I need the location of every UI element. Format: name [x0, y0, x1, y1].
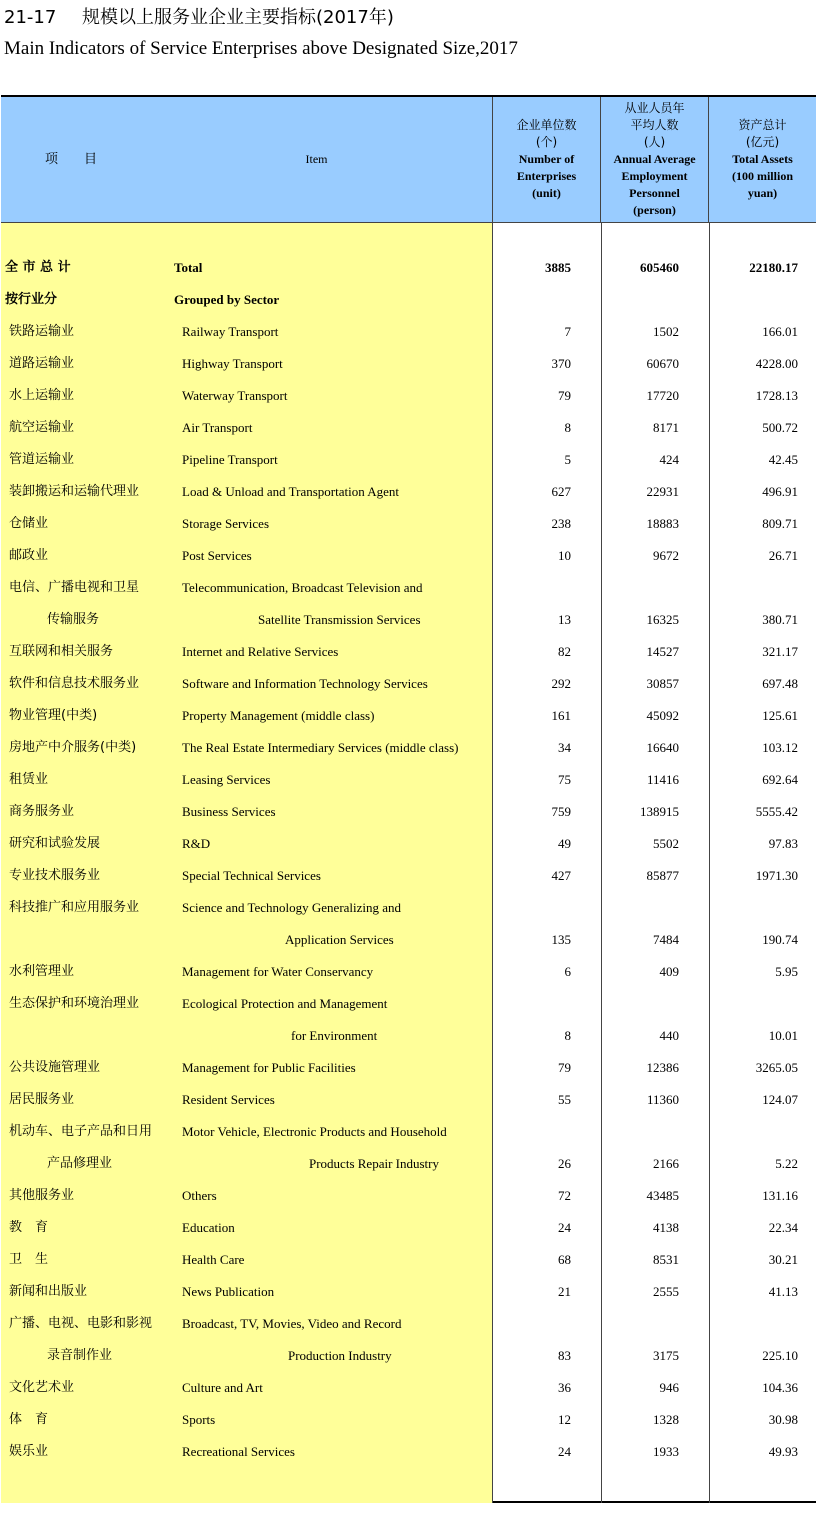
- row-enterprises: 79: [558, 388, 571, 403]
- row-assets: [709, 291, 798, 309]
- row-item-en: Health Care: [182, 1252, 245, 1267]
- row-item-cn: 体 育: [9, 1412, 49, 1427]
- row-enterprises: 24: [558, 1220, 571, 1235]
- row-enterprises: 3885: [545, 260, 571, 275]
- row-assets: 97.83: [768, 836, 798, 851]
- table-row: [1, 380, 816, 412]
- row-item-en: The Real Estate Intermediary Services (middle class): [182, 740, 459, 755]
- row-item-cn: 水上运输业: [9, 388, 75, 403]
- row-item-en: Internet and Relative Services: [182, 644, 339, 659]
- table-title-chinese: [4, 5, 394, 31]
- row-item-cn: 专业技术服务业: [9, 868, 101, 883]
- row-assets: 10.01: [768, 1028, 798, 1043]
- row-item-en: Leasing Services: [182, 772, 271, 787]
- row-assets: 103.12: [762, 740, 798, 755]
- row-enterprises: 68: [558, 1252, 571, 1267]
- table-row: [1, 252, 816, 284]
- header-employment: 从业人员年 平均人数 (人) Annual Average Employment Personnel (person): [601, 97, 709, 222]
- row-enterprises: 13: [558, 612, 571, 627]
- row-assets: 500.72: [762, 420, 798, 435]
- row-employment: [601, 995, 679, 1013]
- row-employment: 1933: [653, 1444, 679, 1459]
- row-employment: 2555: [653, 1284, 679, 1299]
- table-row: [1, 732, 816, 764]
- row-item-en: Special Technical Services: [182, 868, 321, 883]
- table-row: [1, 412, 816, 444]
- row-item-en: Broadcast, TV, Movies, Video and Record: [182, 1316, 402, 1331]
- table-row: [1, 700, 816, 732]
- row-assets: 49.93: [768, 1444, 798, 1459]
- row-item-en: Waterway Transport: [182, 388, 288, 403]
- row-employment: 1328: [653, 1412, 679, 1427]
- row-assets: 30.98: [768, 1412, 798, 1427]
- row-assets: [709, 1123, 798, 1141]
- table-row: [1, 1308, 816, 1340]
- table-row: [1, 988, 816, 1020]
- row-item-cn: 水利管理业: [9, 964, 75, 979]
- row-item-en: Business Services: [182, 804, 276, 819]
- row-enterprises: 10: [558, 548, 571, 563]
- table-row: [1, 668, 816, 700]
- row-item-en: Pipeline Transport: [182, 452, 278, 467]
- row-assets: 225.10: [762, 1348, 798, 1363]
- row-assets: [709, 579, 798, 597]
- table-row: [1, 540, 816, 572]
- row-employment: 16325: [646, 612, 679, 627]
- table-row: [1, 476, 816, 508]
- row-assets: 1728.13: [755, 388, 798, 403]
- table-row: [1, 764, 816, 796]
- row-item-cn: 电信、广播电视和卫星: [9, 580, 140, 595]
- row-assets: 26.71: [768, 548, 798, 563]
- row-item-en: Sports: [182, 1412, 216, 1427]
- row-item-en: Resident Services: [182, 1092, 275, 1107]
- row-employment: 16640: [646, 740, 679, 755]
- row-assets: 41.13: [768, 1284, 798, 1299]
- table-row: [1, 1244, 816, 1276]
- row-item-cn: 全 市 总 计: [5, 260, 71, 275]
- row-assets: 30.21: [768, 1252, 798, 1267]
- row-enterprises: 8: [564, 420, 571, 435]
- row-enterprises: 292: [551, 676, 571, 691]
- table-row: [1, 348, 816, 380]
- table-row: [1, 636, 816, 668]
- row-employment: 45092: [646, 708, 679, 723]
- row-employment: 60670: [646, 356, 679, 371]
- table-row: [1, 828, 816, 860]
- table-row: [1, 1180, 816, 1212]
- row-enterprises: 6: [564, 964, 571, 979]
- row-employment: 409: [659, 964, 679, 979]
- row-enterprises: 34: [558, 740, 571, 755]
- row-item-cn: 房地产中介服务(中类): [9, 740, 137, 755]
- row-assets: 190.74: [762, 932, 798, 947]
- table-row: [1, 316, 816, 348]
- row-item-cn: 航空运输业: [9, 420, 75, 435]
- row-assets: [709, 899, 798, 917]
- row-enterprises: 75: [558, 772, 571, 787]
- row-assets: 809.71: [762, 516, 798, 531]
- row-enterprises: 72: [558, 1188, 571, 1203]
- row-item-cn: 商务服务业: [9, 804, 75, 819]
- row-item-en: Air Transport: [182, 420, 253, 435]
- row-enterprises: 8: [564, 1028, 571, 1043]
- table-row: [1, 284, 816, 316]
- row-item-en: Application Services: [285, 932, 394, 947]
- row-employment: 138915: [640, 804, 679, 819]
- table-row: [1, 1212, 816, 1244]
- row-employment: [601, 1123, 679, 1141]
- header-item-cn: 项 目: [44, 152, 97, 167]
- row-employment: 440: [659, 1028, 679, 1043]
- row-item-cn: 互联网和相关服务: [9, 644, 114, 659]
- row-enterprises: 36: [558, 1380, 571, 1395]
- row-employment: 43485: [646, 1188, 679, 1203]
- row-assets: 697.48: [762, 676, 798, 691]
- row-item-cn: 卫 生: [9, 1252, 49, 1267]
- table-body: [1, 223, 816, 1503]
- row-item-cn: 教 育: [9, 1220, 49, 1235]
- row-assets: 3265.05: [755, 1060, 798, 1075]
- row-item-cn: 机动车、电子产品和日用: [9, 1124, 153, 1139]
- row-item-en: Culture and Art: [182, 1380, 263, 1395]
- row-employment: 12386: [646, 1060, 679, 1075]
- row-item-cn: 公共设施管理业: [9, 1060, 101, 1075]
- row-assets: 125.61: [762, 708, 798, 723]
- table-header: [1, 97, 816, 223]
- row-employment: [601, 291, 679, 309]
- row-enterprises: 12: [558, 1412, 571, 1427]
- row-item-en: Railway Transport: [182, 324, 279, 339]
- table-row: [1, 604, 816, 636]
- row-assets: 4228.00: [755, 356, 798, 371]
- table-row: [1, 1052, 816, 1084]
- row-enterprises: 427: [551, 868, 571, 883]
- row-item-cn: 研究和试验发展: [9, 836, 101, 851]
- row-employment: 14527: [646, 644, 679, 659]
- row-item-cn: 文化艺术业: [9, 1380, 75, 1395]
- row-item-cn: 娱乐业: [9, 1444, 49, 1459]
- row-employment: 30857: [646, 676, 679, 691]
- row-item-cn: 物业管理(中类): [9, 708, 98, 723]
- table-row: [1, 1340, 816, 1372]
- row-employment: 8171: [653, 420, 679, 435]
- row-enterprises: 49: [558, 836, 571, 851]
- row-enterprises: 7: [564, 324, 571, 339]
- row-employment: 22931: [646, 484, 679, 499]
- row-enterprises: 135: [551, 932, 571, 947]
- row-item-en: Grouped by Sector: [174, 292, 280, 307]
- table-number: 21-17: [4, 7, 57, 28]
- row-item-en: Others: [182, 1188, 217, 1203]
- row-assets: 166.01: [762, 324, 798, 339]
- row-employment: [601, 899, 679, 917]
- row-employment: 2166: [653, 1156, 679, 1171]
- row-item-en: News Publication: [182, 1284, 275, 1299]
- row-item-cn: 居民服务业: [9, 1092, 75, 1107]
- row-item-cn: 管道运输业: [9, 452, 75, 467]
- row-enterprises: [493, 1123, 571, 1141]
- row-item-cn: 科技推广和应用服务业: [9, 900, 140, 915]
- row-assets: 42.45: [768, 452, 798, 467]
- table-row: [1, 956, 816, 988]
- row-enterprises: 79: [558, 1060, 571, 1075]
- row-assets: [709, 1315, 798, 1333]
- table-title-english: Main Indicators of Service Enterprises above Designated Size,2017: [4, 38, 518, 59]
- table-row: [1, 572, 816, 604]
- row-item-cn: 其他服务业: [9, 1188, 75, 1203]
- table-row: [1, 444, 816, 476]
- row-item-en: Software and Information Technology Services: [182, 676, 428, 691]
- header-enterprises: 企业单位数 (个) Number of Enterprises (unit): [493, 97, 601, 222]
- row-assets: 5.22: [775, 1156, 798, 1171]
- row-item-en: Total: [174, 260, 203, 275]
- header-item-en: Item: [141, 97, 493, 222]
- row-item-en: Property Management (middle class): [182, 708, 375, 723]
- row-item-cn: 道路运输业: [9, 356, 75, 371]
- row-item-en: Production Industry: [288, 1348, 392, 1363]
- row-item-cn: 邮政业: [9, 548, 49, 563]
- table-row: [1, 508, 816, 540]
- row-assets: 5.95: [775, 964, 798, 979]
- row-item-cn: 生态保护和环境治理业: [9, 996, 140, 1011]
- row-enterprises: [493, 291, 571, 309]
- row-employment: 1502: [653, 324, 679, 339]
- row-item-en: Telecommunication, Broadcast Television and: [182, 580, 423, 595]
- row-item-en: R&D: [182, 836, 211, 851]
- row-item-cn: 传输服务: [47, 612, 100, 627]
- row-item-cn: 产品修理业: [47, 1156, 113, 1171]
- table-row: [1, 1404, 816, 1436]
- row-item-cn: 铁路运输业: [9, 324, 75, 339]
- row-item-en: Motor Vehicle, Electronic Products and Household: [182, 1124, 447, 1139]
- row-enterprises: [493, 899, 571, 917]
- table-row: [1, 1148, 816, 1180]
- row-item-en: Post Services: [182, 548, 252, 563]
- row-employment: 946: [659, 1380, 679, 1395]
- table-row: [1, 892, 816, 924]
- row-employment: 9672: [653, 548, 679, 563]
- row-employment: 7484: [653, 932, 679, 947]
- table-row: [1, 860, 816, 892]
- row-item-en: Load & Unload and Transportation Agent: [182, 484, 400, 499]
- row-item-en: Storage Services: [182, 516, 270, 531]
- row-item-en: Highway Transport: [182, 356, 283, 371]
- row-item-cn: 软件和信息技术服务业: [9, 676, 140, 691]
- row-employment: 5502: [653, 836, 679, 851]
- table-row: [1, 1436, 816, 1468]
- table-row: [1, 1372, 816, 1404]
- row-assets: 22.34: [768, 1220, 798, 1235]
- table-row: [1, 1084, 816, 1116]
- row-item-en: Satellite Transmission Services: [258, 612, 421, 627]
- row-assets: 104.36: [762, 1380, 798, 1395]
- row-employment: 605460: [640, 260, 679, 275]
- row-assets: 131.16: [762, 1188, 798, 1203]
- row-enterprises: 370: [551, 356, 571, 371]
- table-row: [1, 1276, 816, 1308]
- row-item-en: Ecological Protection and Management: [182, 996, 388, 1011]
- row-enterprises: 26: [558, 1156, 571, 1171]
- row-employment: 18883: [646, 516, 679, 531]
- row-employment: 424: [659, 452, 679, 467]
- row-enterprises: 5: [564, 452, 571, 467]
- row-item-en: Recreational Services: [182, 1444, 295, 1459]
- row-enterprises: [493, 1315, 571, 1333]
- row-enterprises: 627: [551, 484, 571, 499]
- row-item-en: for Environment: [291, 1028, 378, 1043]
- row-enterprises: 24: [558, 1444, 571, 1459]
- row-item-cn: 仓储业: [9, 516, 49, 531]
- table-row: [1, 924, 816, 956]
- row-item-en: Management for Water Conservancy: [182, 964, 374, 979]
- row-assets: 1971.30: [755, 868, 798, 883]
- row-enterprises: 21: [558, 1284, 571, 1299]
- row-employment: 11416: [646, 772, 679, 787]
- row-item-cn: 新闻和出版业: [9, 1284, 88, 1299]
- row-enterprises: 83: [558, 1348, 571, 1363]
- row-employment: [601, 1315, 679, 1333]
- row-item-en: Education: [182, 1220, 235, 1235]
- row-assets: 5555.42: [755, 804, 798, 819]
- table-row: [1, 1020, 816, 1052]
- row-employment: [601, 579, 679, 597]
- row-item-cn: 按行业分: [5, 292, 58, 307]
- row-enterprises: 759: [551, 804, 571, 819]
- row-enterprises: 238: [551, 516, 571, 531]
- row-employment: 17720: [646, 388, 679, 403]
- row-item-en: Products Repair Industry: [309, 1156, 439, 1171]
- row-enterprises: 55: [558, 1092, 571, 1107]
- row-employment: 8531: [653, 1252, 679, 1267]
- row-assets: 124.07: [762, 1092, 798, 1107]
- row-enterprises: 161: [551, 708, 571, 723]
- row-assets: [709, 995, 798, 1013]
- row-employment: 85877: [646, 868, 679, 883]
- row-employment: 11360: [646, 1092, 679, 1107]
- row-item-cn: 录音制作业: [47, 1348, 113, 1363]
- row-employment: 3175: [653, 1348, 679, 1363]
- row-assets: 692.64: [762, 772, 798, 787]
- row-assets: 22180.17: [749, 260, 798, 275]
- row-enterprises: [493, 995, 571, 1013]
- row-enterprises: [493, 579, 571, 597]
- table-row: [1, 796, 816, 828]
- row-item-cn: 装卸搬运和运输代理业: [9, 484, 140, 499]
- row-item-cn: 租赁业: [9, 772, 49, 787]
- row-item-cn: 广播、电视、电影和影视: [9, 1316, 153, 1331]
- indicators-table: [1, 95, 816, 1503]
- table-row: [1, 1116, 816, 1148]
- row-item-en: Science and Technology Generalizing and: [182, 900, 402, 915]
- row-assets: 496.91: [762, 484, 798, 499]
- row-employment: 4138: [653, 1220, 679, 1235]
- row-assets: 380.71: [762, 612, 798, 627]
- row-assets: 321.17: [762, 644, 798, 659]
- row-enterprises: 82: [558, 644, 571, 659]
- header-assets: 资产总计 (亿元) Total Assets (100 million yuan): [731, 118, 793, 200]
- table-title-cn-text: 规模以上服务业企业主要指标(2017年): [82, 7, 394, 28]
- row-item-en: Management for Public Facilities: [182, 1060, 356, 1075]
